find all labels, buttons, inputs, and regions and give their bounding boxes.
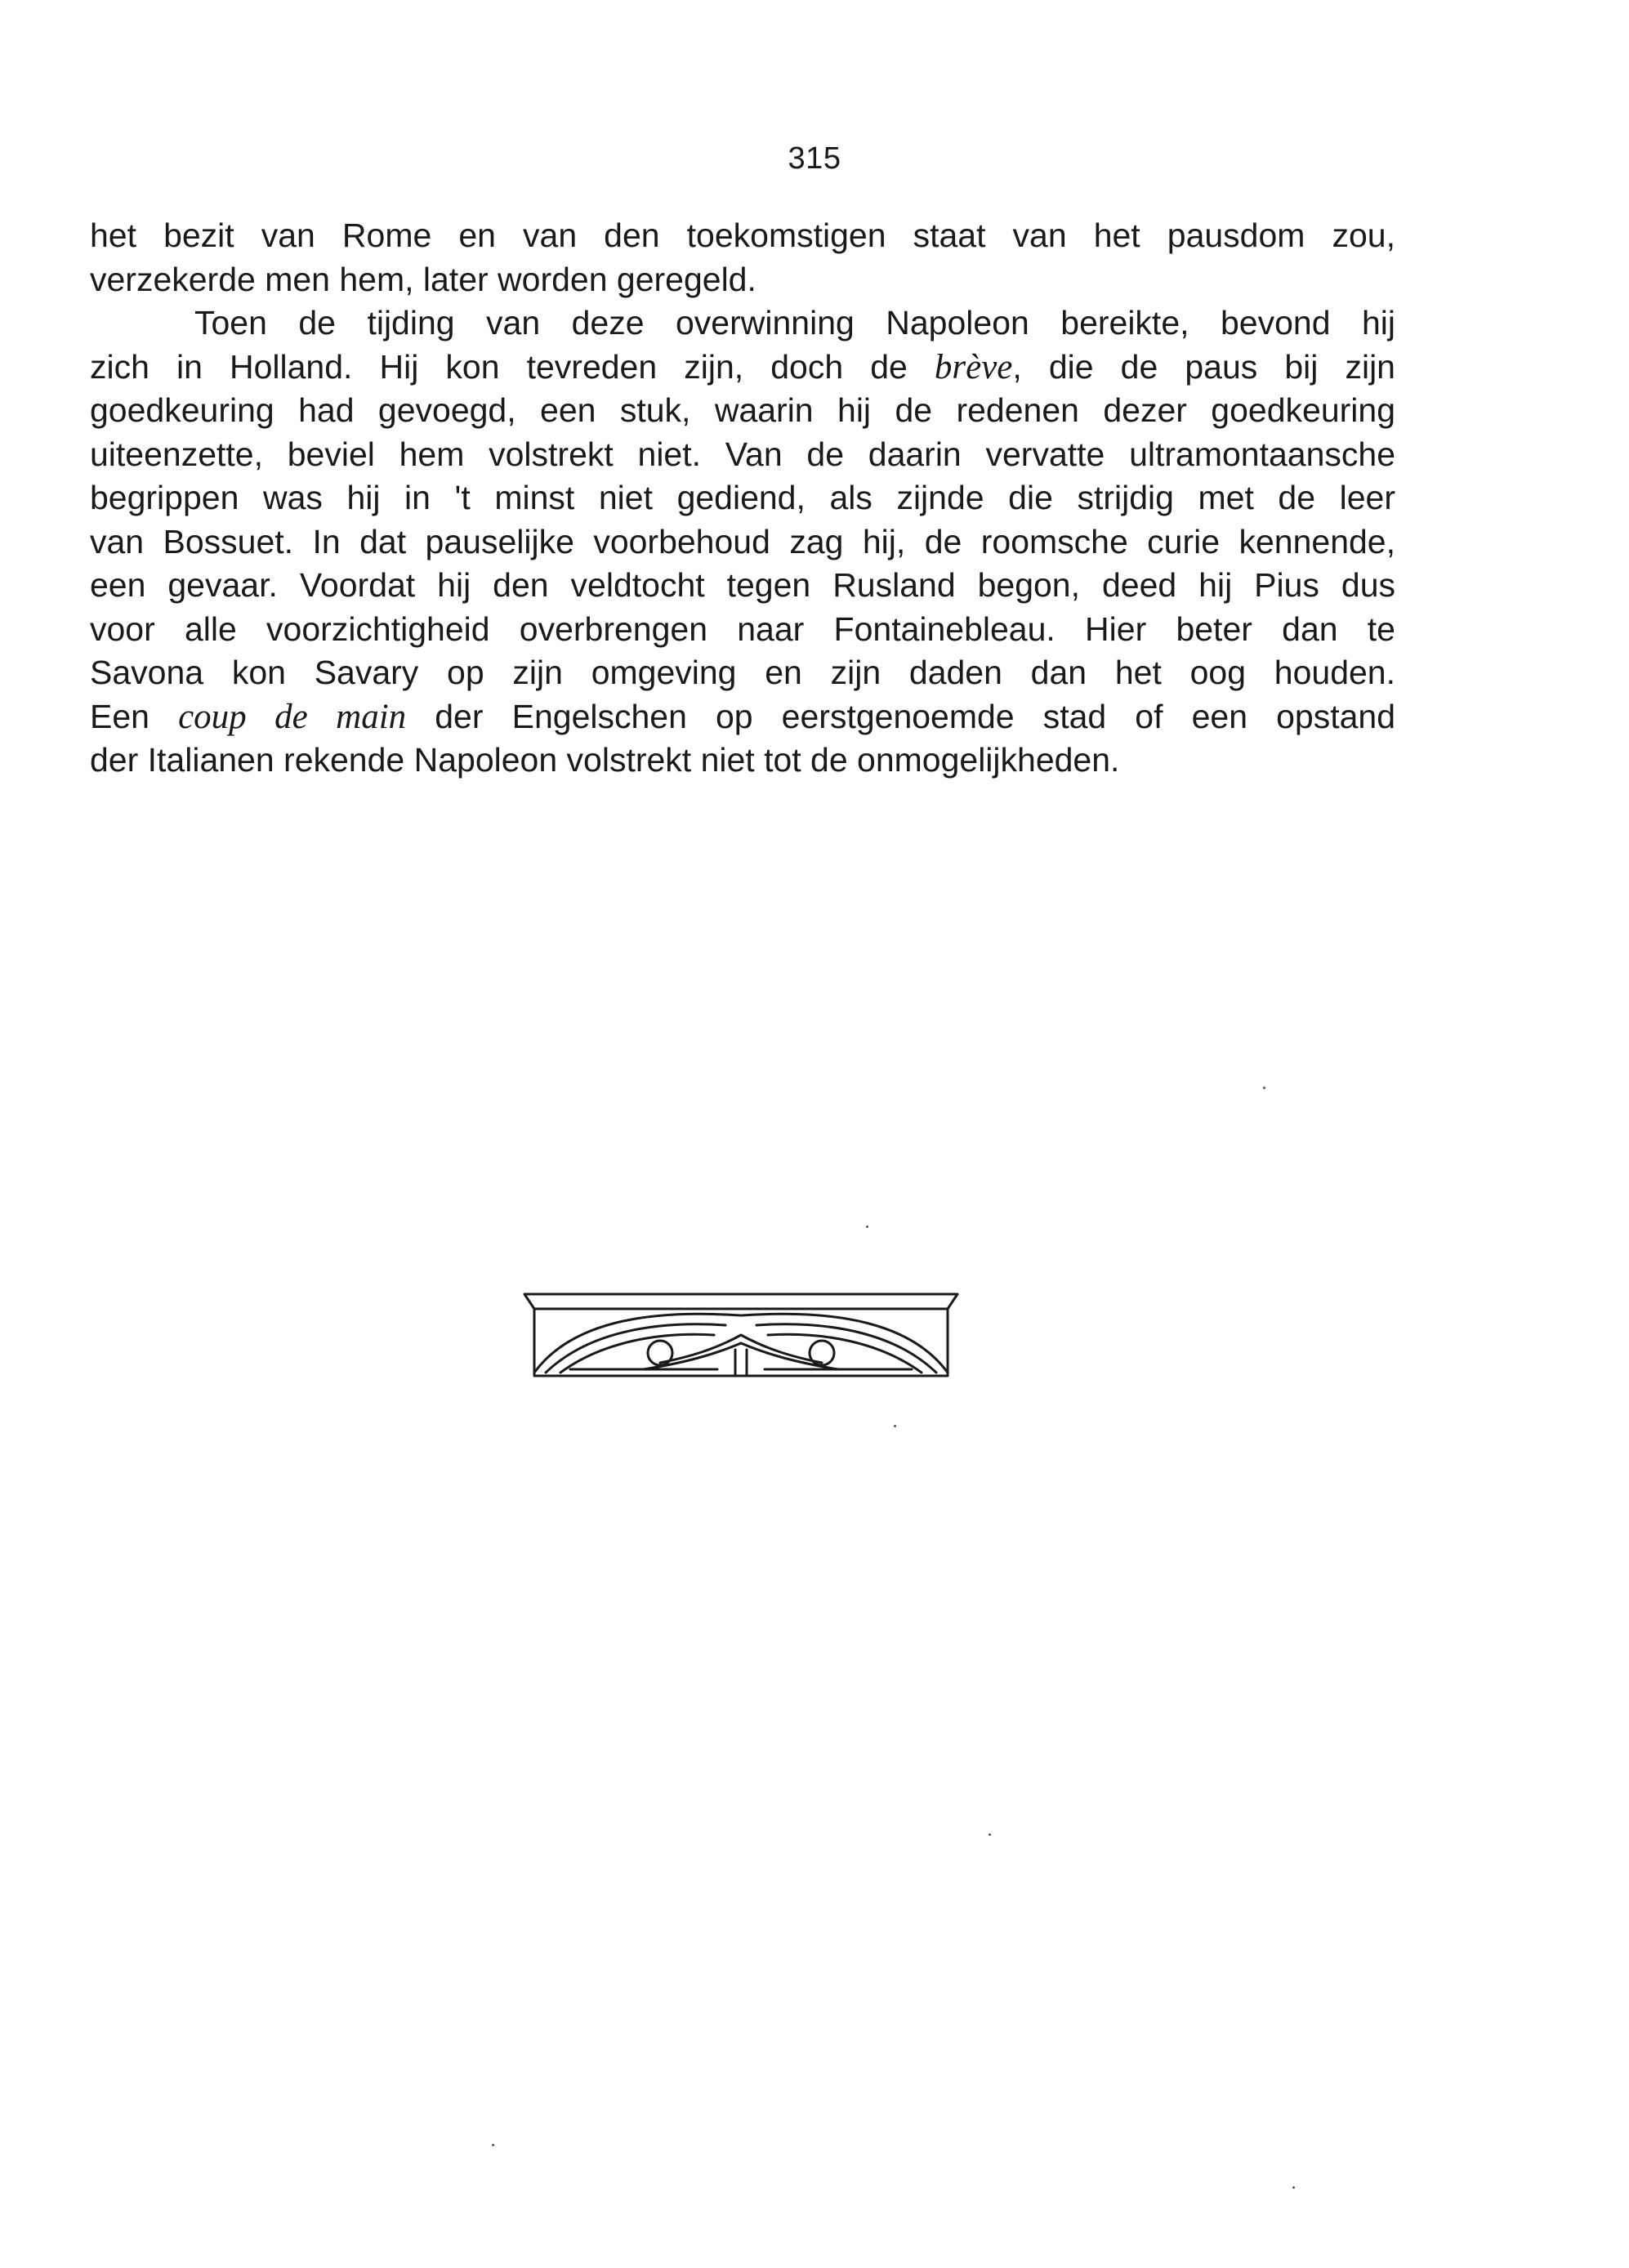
page-number: 315: [788, 141, 841, 176]
text-line: Een coup de main der Engelschen op eerstgenoemde stad of een opstand: [90, 697, 1396, 736]
text-line: verzekerde men hem, later worden geregeld.: [90, 260, 756, 298]
tailpiece-ornament-icon: [521, 1291, 961, 1381]
text-line: begrippen was hij in 't minst niet gediend, als zijnde die strijdig met de leer: [90, 479, 1395, 516]
text-line: zich in Holland. Hij kon tevreden zijn, doch de brève, die de paus bij zijn: [90, 347, 1395, 386]
italic-term: brève: [934, 347, 1013, 386]
text-line: voor alle voorzichtigheid overbrengen naar Fontainebleau. Hier beter dan te: [90, 609, 1395, 648]
text-line: goedkeuring had gevoegd, een stuk, waarin hij de redenen dezer goedkeuring: [90, 391, 1395, 429]
body-text: [90, 214, 1395, 783]
scan-speck: [492, 2144, 494, 2146]
text-line: uiteenzette, beviel hem volstrekt niet. Van de daarin vervatte ultramontaansche: [90, 435, 1395, 473]
text-line: van Bossuet. In dat pauselijke voorbehoud zag hij, de roomsche curie kennende,: [90, 522, 1395, 560]
text-line: der Italianen rekende Napoleon volstrekt niet tot de onmogelijkheden.: [90, 741, 1120, 779]
text-line: het bezit van Rome en van den toekomstigen staat van het pausdom zou,: [90, 217, 1395, 254]
scan-speck: [989, 1833, 991, 1836]
text-line: Savona kon Savary op zijn omgeving en zijn daden dan het oog houden.: [90, 654, 1395, 691]
scan-speck: [866, 1226, 868, 1228]
scan-speck: [894, 1425, 896, 1427]
italic-term: coup de main: [178, 697, 407, 736]
text-line: Toen de tijding van deze overwinning Napoleon bereikte, bevond hij: [194, 304, 1395, 342]
scan-speck: [1263, 1087, 1265, 1089]
scan-speck: [1292, 2186, 1295, 2189]
text-line: een gevaar. Voordat hij den veldtocht tegen Rusland begon, deed hij Pius dus: [90, 566, 1395, 604]
